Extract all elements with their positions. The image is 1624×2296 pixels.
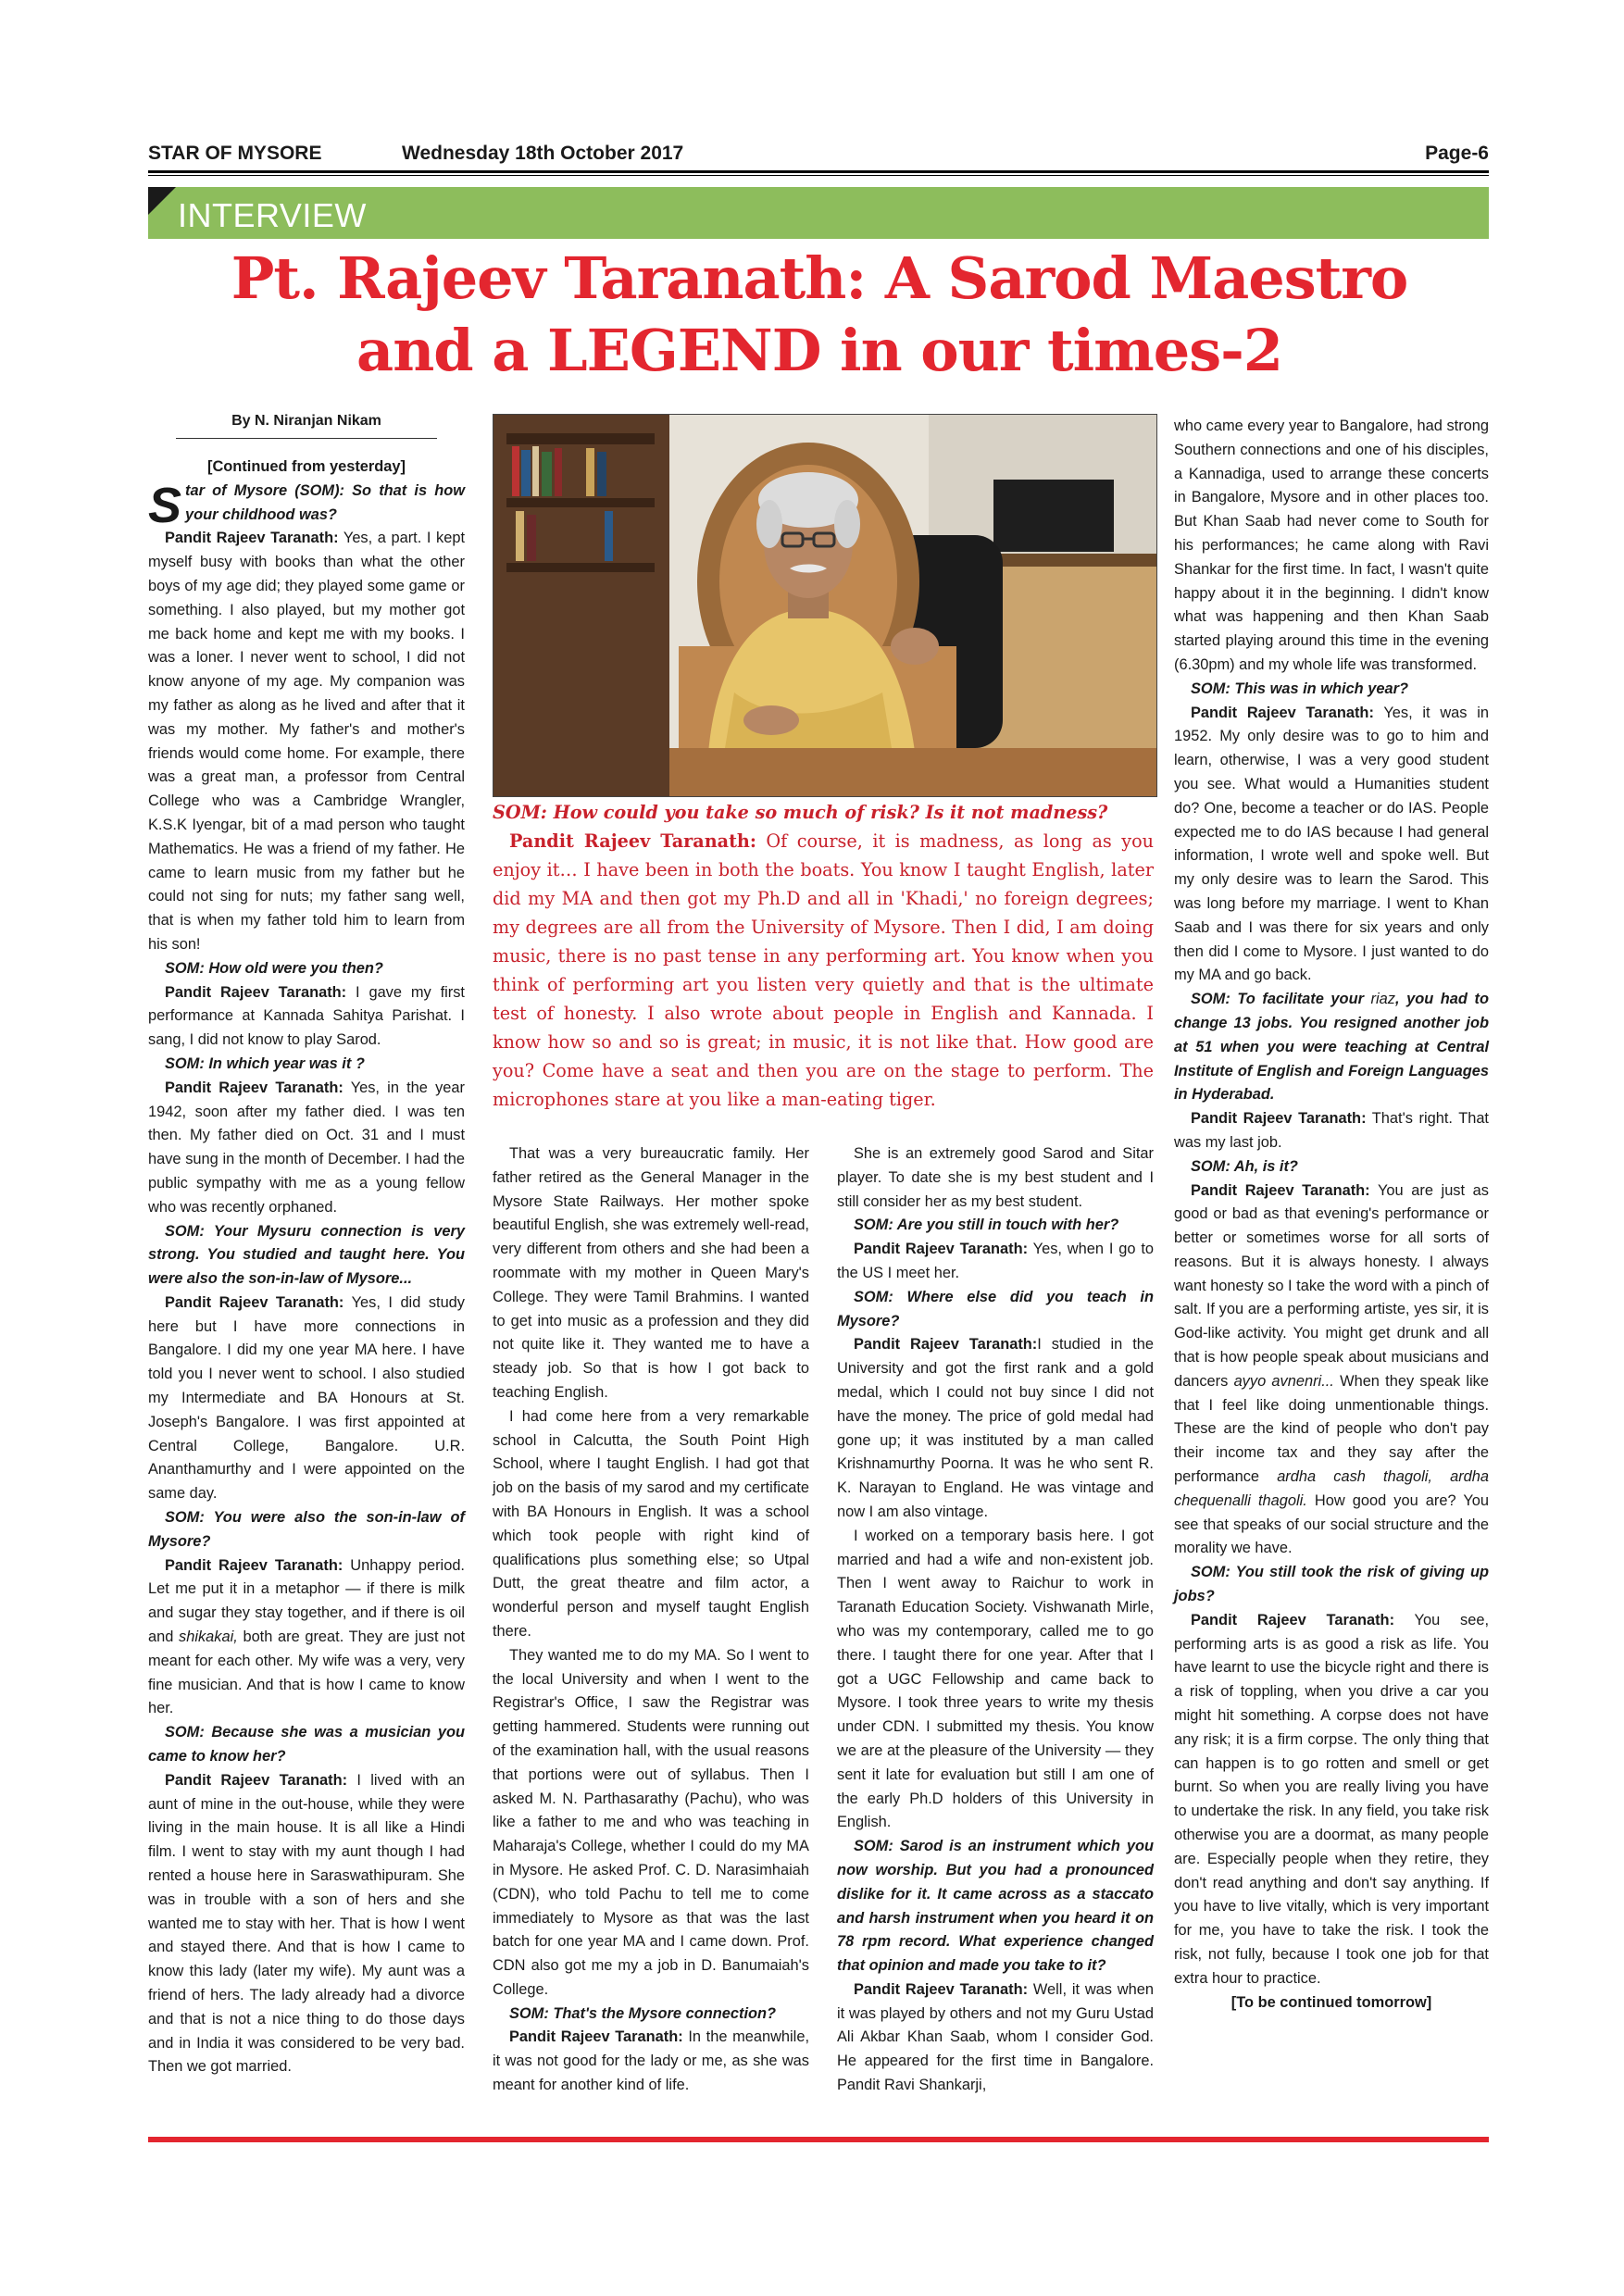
- answer: Pandit Rajeev Taranath: I gave my first performance at Kannada Sahitya Parishat. I sang, I did not know to play Sarod.: [148, 983, 465, 1049]
- answer: Pandit Rajeev Taranath: Yes, a part. I kept myself busy with books than what the other boys of my age did; they played some game or something. I also played, but my mother got me back home and kept me with my books. I was a loner. I never went to school, I did not know anyone of my age. My companion was my father as along as he lived and after that it was my mother. My father's and mother's friends would come home. For example, there was a great man, a professor from Central College who was a Cambridge Wrangler, K.S.K Iyengar, bit of a mad person who taught Mathematics. He was a friend of my father. He came to learn music from my father but he could not sing for nuts; my father sang well, that is when my father told him to learn from his son!: [148, 530, 465, 953]
- headline-line-2: and a LEGEND in our times-2: [356, 317, 1282, 384]
- byline-rule: [176, 438, 437, 439]
- question: SOM: To facilitate your riaz, you had to change 13 jobs. You resigned another job at 51 when you were teaching at Central Institute of English and Foreign Languages in Hyderabad.: [1174, 991, 1489, 1104]
- question: SOM: Because she was a musician you came to know her?: [148, 1724, 465, 1766]
- masthead: [148, 137, 1489, 168]
- portrait-illustration: [493, 415, 1156, 796]
- article-column-2: [493, 1142, 809, 2098]
- question: SOM: Ah, is it?: [1191, 1157, 1298, 1175]
- pull-quote: [493, 798, 1154, 1114]
- question: SOM: Are you still in touch with her?: [854, 1217, 1119, 1234]
- paragraph: who came every year to Bangalore, had strong Southern connections and one of his disciples, a Kannadiga, used to arrange these concerts in Bangalore, Mysore and in other places too. But Khan Saab had never come to South for his performances; he came along with Ravi Shankar for the first time. In fact, I wasn't quite happy about it in the beginning. I didn't know what was happening and then Khan Saab started playing around this time in the evening (6.30pm) and my whole life was transformed.: [1174, 418, 1489, 673]
- continued-note: [Continued from yesterday]: [206, 458, 406, 475]
- header-rule-thin: [148, 175, 1489, 176]
- headline-line-1: Pt. Rajeev Taranath: A Sarod Maestro: [231, 244, 1408, 312]
- question: SOM: Where else did you teach in Mysore?: [837, 1288, 1154, 1329]
- question: SOM: This was in which year?: [1191, 680, 1408, 697]
- answer: Pandit Rajeev Taranath: Unhappy period. Let me put it in a metaphor — if there is milk and sugar they stay together, and if there is oil and shikakai, both are great. They are just not meant for each other. My wife was a very, very fine musician. And that is how I came to know her.: [148, 1556, 465, 1717]
- article-column-3: [837, 1142, 1154, 2098]
- band-corner-marker: [148, 187, 176, 215]
- answer: Pandit Rajeev Taranath: I lived with an aunt of mine in the out-house, while they were living in the main house. It is all like a Hindi film. I went to stay with my aunt though I had rented a house here in Saraswathipuram. She was in trouble with a son of hers and she wanted me to stay with her. That is how I went and stayed there. And that is how I came to know this lady (later my wife). My aunt was a friend of hers. The lady already had a divorce and that is not a nice thing to do those days and in India it was considered to be very bad. Then we got married.: [148, 1771, 466, 2076]
- header-rule: [148, 170, 1489, 173]
- paragraph: She is an extremely good Sarod and Sitar player. To date she is my best student and I still consider her as my best student.: [837, 1145, 1154, 1210]
- question: SOM: That's the Mysore connection?: [509, 2004, 777, 2022]
- answer: Pandit Rajeev Taranath: Well, it was when it was played by others and not my Guru Ustad Ali Akbar Khan Saab, whom I consider God. He appeared for the first time in Bangalore. Pandit Ravi Shankarji,: [837, 1980, 1154, 2094]
- portrait-photo: [493, 414, 1157, 797]
- answer: Pandit Rajeev Taranath: Yes, when I go to the US I meet her.: [837, 1241, 1154, 1281]
- section-band: [148, 187, 1489, 239]
- section-label: INTERVIEW: [178, 196, 367, 234]
- continued-tomorrow-note: [To be continued tomorrow]: [1230, 1993, 1432, 2011]
- answer: Pandit Rajeev Taranath: In the meanwhile, it was not good for the lady or me, as she was meant for another kind of life.: [493, 2028, 809, 2094]
- issue-date: Wednesday 18th October 2017: [402, 143, 684, 164]
- answer: Pandit Rajeev Taranath: Yes, it was in 1952. My only desire was to go to him and learn, otherwise, I was a very good student you see. What would a Humanities student do? One, become a teacher or do IAS. People expected me to do IAS because I had general information, I wrote well and spoke well. But my only desire was to learn the Sarod. This was long before my marriage. I went to Khan Saab and I was there for six years and only then did I come to Mysore. I just wanted to do my MA and go back.: [1174, 704, 1489, 984]
- article-column-4: [1174, 415, 1489, 2015]
- answer: Pandit Rajeev Taranath:I studied in the University and got the first rank and a gold medal, which I could not buy since I did not have the money. The price of gold medal had gone up; it was instituted by a man called Krishnamurthy Poorna. It was he who sent R. K. Narayan to England. He was vintage and now I am also vintage.: [837, 1336, 1154, 1520]
- answer: Pandit Rajeev Taranath: You are just as good or bad as that evening's performance or better or sometimes worse for all sorts of reasons. But it is always honesty. I always want honesty so I take the word with a pinch of salt. If you are a performing artiste, yes sir, it is God-like activity. You might get drunk and all that is how people speak about musicians and dancers ayyo avnenri... When they speak like that I feel like doing unmentionable things. These are the kind of people who don't pay their income tax and they say after the performance ardha cash thagoli, ardha chequenalli thagoli. How good you are? You see that speaks of our social structure and the morality we have.: [1174, 1181, 1489, 1557]
- question: SOM: How old were you then?: [165, 959, 383, 977]
- paragraph: I had come here from a very remarkable school in Calcutta, the South Point High School, where I taught English. I had got that job on the basis of my sarod and my certificate with BA Honours in English. It was a school which took people with right kind of qualifications plus something else; so Utpal Dutt, the great theatre and film actor, a wonderful person and myself taught English there.: [493, 1407, 809, 1640]
- question: SOM: Sarod is an instrument which you now worship. But you had a pronounced dislike for it. It came across as a staccato and harsh instrument when you heard it on 78 rpm record. What experience changed that opinion and made you take to it?: [837, 1838, 1154, 1975]
- paragraph: I worked on a temporary basis here. I got married and had a wife and non-existent job. Then I went away to Raichur to work in Taranath Education Society. Vishwanath Mirle, who was my contemporary, called me to go there. I taught there for one year. After that I got a UGC Fellowship and came back to Mysore. I took three years to write my thesis under CDN. I submitted my thesis. You know we are at the pleasure of the University — they sent it late for evaluation but still I am one of the early Ph.D holders of this University in English.: [837, 1527, 1154, 1831]
- answer: Pandit Rajeev Taranath: Yes, in the year 1942, soon after my father died. I was ten then. My father died on Oct. 31 and I must have sung in the month of December. I had the public sympathy with me as a young fellow who was recently orphaned.: [148, 1079, 465, 1216]
- question: SOM: You still took the risk of giving up jobs?: [1174, 1564, 1489, 1605]
- paragraph: That was a very bureaucratic family. Her father retired as the General Manager in the Mysore State Railways. Her mother spoke beautiful English, she was extremely well-read, very different from others and she had been a roommate with my mother in Queen Mary's College. They were Tamil Brahmins. I wanted to get into music as a profession and they did not quite like it. They wanted me to have a steady job. So that is how I got back to teaching English.: [493, 1145, 809, 1401]
- article-column-1: [148, 455, 465, 2079]
- question: SOM: You were also the son-in-law of Mysore?: [148, 1509, 465, 1550]
- answer: Pandit Rajeev Taranath: That's right. That was my last job.: [1174, 1110, 1489, 1151]
- answer: Pandit Rajeev Taranath: You see, performing arts is as good a risk as life. You have learnt to use the bicycle right and there is a risk of toppling, when you drive a car you might hit something. A corpse does not have any risk; it is a firm corpse. The only thing that can happen is to go rotten and smell or get burnt. So when you are really living you have to undertake the risk. In any field, you take risk otherwise you are a doormat, as many people are. Especially people when they retire, they don't read anything and don't say anything. If you have to live vitally, which is very important for me, you have to take the risk. I took the risk, not fully, because I took one job for that extra hour to practice.: [1174, 1611, 1489, 1987]
- pull-quote-question: SOM: How could you take so much of risk? Is it not madness?: [493, 802, 1108, 823]
- footer-rule: [148, 2137, 1489, 2142]
- paragraph: They wanted me to do my MA. So I went to the local University and when I went to the Registrar's Office, I saw the Registrar was getting hammered. Students were running out of the examination hall, with the usual reasons that portions were out of syllabus. Then I asked M. N. Parthasarathy (Pachu), who was like a father to me and who was teaching in Maharaja's College, whether I could do my MA in Mysore. He asked Prof. C. D. Narasimhaiah (CDN), who told Pachu to tell me to come immediately to Mysore as that was the last batch for one year MA and I came down. Prof. CDN also got me my a job in D. Banumaiah's College.: [493, 1646, 809, 1998]
- drop-cap: S: [148, 477, 182, 533]
- page-number: Page-6: [1425, 143, 1489, 164]
- byline: By N. Niranjan Nikam: [231, 413, 381, 429]
- question: SOM: Your Mysuru connection is very strong. You studied and taught here. You were also the son-in-law of Mysore...: [148, 1222, 465, 1288]
- paper-name: STAR OF MYSORE: [148, 143, 322, 164]
- headline: [139, 243, 1500, 387]
- question: Star of Mysore (SOM): So that is how your childhood was?: [148, 477, 465, 533]
- pull-quote-answer: Pandit Rajeev Taranath: Of course, it is madness, as long as you enjoy it… I have been in both the boats. You know I taught English, later did my MA and then got my Ph.D and all in 'Khadi,' no foreign degrees; my degrees are all from the University of Mysore. Then I did, I am doing music, there is no past tense in any performing art. You know when you think of performing art you listen very quietly and that is the ultimate test of honesty. I also wrote about people in English and Kannada. I know how so and so is great; in music, it is not like that. How good are you? Come have a seat and then you are on the stage to perform. The microphones stare at you like a man-eating tiger.: [493, 830, 1154, 1110]
- answer: Pandit Rajeev Taranath: Yes, I did study here but I have more connections in Bangalore. I did my one year MA here. I have told you I never went to school. I also studied my Intermediate and BA Honours at St. Joseph's Bangalore. I was first appointed at Central College, Bangalore. U.R. Ananthamurthy and I were appointed on the same day.: [148, 1293, 465, 1503]
- question: SOM: In which year was it ?: [165, 1054, 365, 1072]
